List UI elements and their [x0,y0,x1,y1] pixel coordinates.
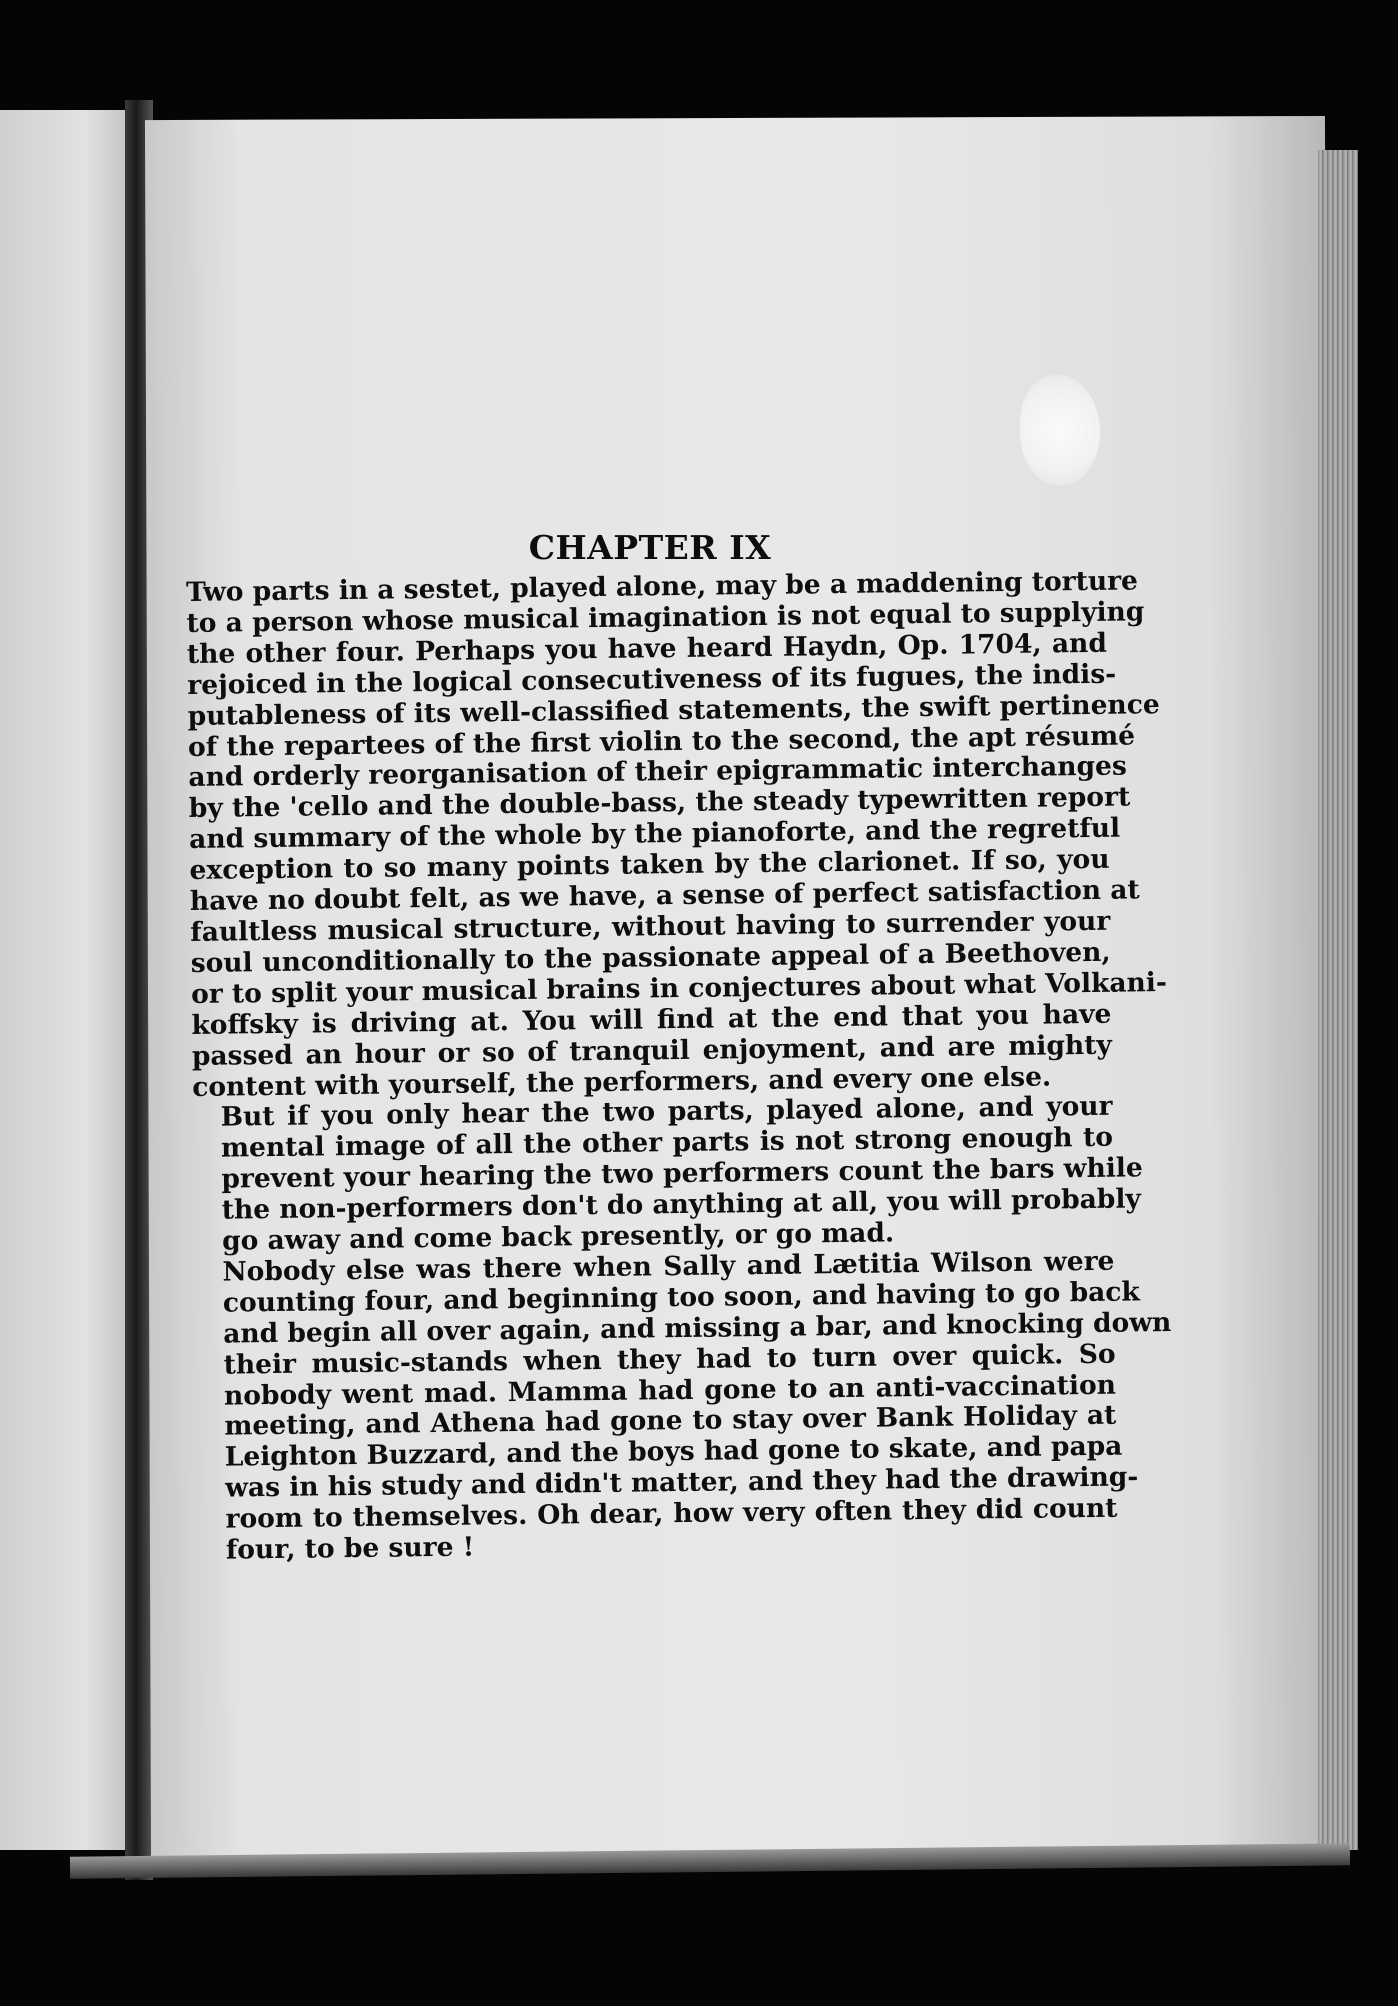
text-line: room to themselves. Oh dear, how very often they did count [225,1492,1118,1535]
text-line: counting four, and beginning too soon, and having to go back [222,1276,1140,1319]
text-line: by the 'cello and the double-bass, the steady typewritten report [188,781,1131,825]
text-line: the other four. Perhaps you have heard Haydn, Op. 1704, and [186,627,1108,670]
text-line: to a person whose musical imagination is not equal to supplying [186,596,1145,639]
paragraph [185,565,1168,1104]
paragraph [192,1091,1143,1258]
paragraph [194,1245,1172,1567]
chapter-body [185,565,1172,1567]
text-line: exception to so many points taken by the clarionet. If so, you [189,843,1110,887]
page-edges [1318,150,1358,1850]
text-line: faultless musical structure, without having to surrender your [190,905,1111,948]
text-line: the non-performers don't do anything at all, you will probably [221,1183,1142,1226]
text-line: passed an hour or so of tranquil enjoyment, and are mighty [191,1029,1112,1072]
left-page [0,110,140,1850]
text-line: rejoiced in the logical consecutiveness of its fugues, the indis- [187,658,1117,701]
text-line: their music-stands when they had to turn over quick. So [223,1338,1116,1381]
text-line: putableness of its well-classified statements, the swift pertinence [187,688,1160,732]
text-line: Leighton Buzzard, and the boys had gone to skate, and papa [224,1431,1123,1473]
text-line: prevent your hearing the two performers count the bars while [221,1152,1143,1195]
text-line: four, to be sure ! [225,1531,475,1566]
paper-stain [1020,375,1100,485]
text-line: of the repartees of the first violin to the second, the apt résumé [187,719,1136,763]
text-line: But if you only hear the two parts, played alone, and your [220,1091,1113,1134]
text-line: and summary of the whole by the pianoforte, and the regretful [189,812,1121,856]
text-line: or to split your musical brains in conjectures about what Volkani- [190,966,1168,1010]
text-line: was in his study and didn't matter, and they had the drawing- [224,1461,1139,1504]
text-line: Two parts in a sestet, played alone, may be a maddening torture [185,565,1139,608]
text-line: meeting, and Athena had gone to stay over Bank Holiday at [224,1400,1117,1443]
text-line: and begin all over again, and missing a bar, and knocking down [223,1306,1172,1350]
text-line: nobody went mad. Mamma had gone to an anti-vaccination [223,1369,1117,1412]
text-line: go away and come back presently, or go mad. [221,1217,895,1257]
text-line: and orderly reorganisation of their epigrammatic interchanges [188,750,1127,794]
text-line: Nobody else was there when Sally and Lætitia Wilson were [222,1245,1115,1288]
text-line: content with yourself, the performers, and every one else. [192,1060,1052,1103]
text-line: have no doubt felt, as we have, a sense of perfect satisfaction at [189,874,1140,918]
text-line: koffsky is driving at. You will find at the end that you have [191,998,1112,1041]
text-line: mental image of all the other parts is not strong enough to [220,1122,1114,1164]
chapter-heading: CHAPTER IX [528,528,772,567]
text-line: soul unconditionally to the passionate appeal of a Beethoven, [190,936,1111,979]
